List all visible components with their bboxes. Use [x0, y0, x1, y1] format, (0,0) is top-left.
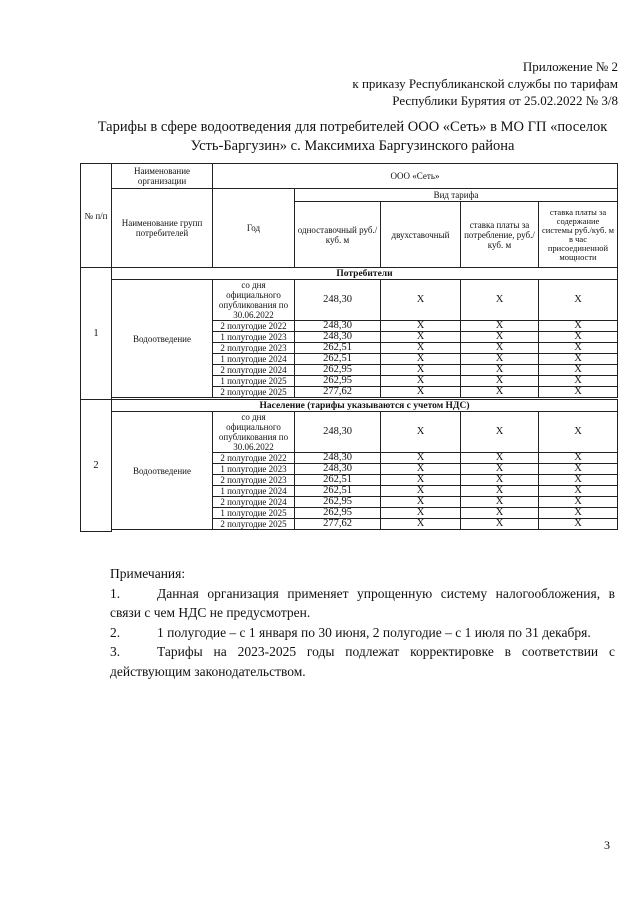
two-part-cell: Х: [381, 365, 461, 376]
consumption-rate-cell: Х: [461, 376, 539, 387]
consumption-rate-cell: Х: [461, 508, 539, 519]
consumption-rate-cell: Х: [461, 343, 539, 354]
single-rate-cell: 248,30: [295, 412, 381, 453]
period-cell: 2 полугодие 2022: [213, 321, 295, 332]
period-cell: со дня официального опубликования по 30.06.2022: [213, 412, 295, 453]
consumption-rate-cell: Х: [461, 280, 539, 321]
consumption-rate-cell: Х: [461, 464, 539, 475]
capacity-rate-cell: Х: [539, 387, 618, 398]
section-title: Потребители: [112, 268, 618, 280]
annex-header: [352, 58, 618, 109]
period-cell: со дня официального опубликования по 30.06.2022: [213, 280, 295, 321]
annex-line-3: Республики Бурятия от 25.02.2022 № 3/8: [392, 93, 618, 108]
capacity-rate-cell: Х: [539, 519, 618, 530]
note-item: 2. 1 полугодие – с 1 января по 30 июня, 2 полугодие – с 1 июля по 31 декабря.: [110, 624, 591, 640]
two-part-cell: Х: [381, 354, 461, 365]
two-part-cell: Х: [381, 321, 461, 332]
single-rate-cell: 262,51: [295, 343, 381, 354]
two-part-cell: Х: [381, 412, 461, 453]
single-rate-cell: 248,30: [295, 280, 381, 321]
period-cell: 2 полугодие 2024: [213, 497, 295, 508]
consumption-rate-cell: Х: [461, 332, 539, 343]
consumer-group: Водоотведение: [112, 280, 213, 398]
row-number: 1: [81, 268, 112, 400]
single-rate-cell: 262,95: [295, 497, 381, 508]
table-row: [81, 280, 618, 321]
single-rate-cell: 262,51: [295, 475, 381, 486]
single-rate-cell: 277,62: [295, 519, 381, 530]
period-cell: 1 полугодие 2023: [213, 332, 295, 343]
two-part-cell: Х: [381, 486, 461, 497]
period-cell: 1 полугодие 2025: [213, 376, 295, 387]
tariff-table: [80, 163, 618, 532]
notes-heading: Примечания:: [110, 566, 186, 581]
header-num: № п/п: [81, 164, 112, 268]
header-org-name-label: Наименование организации: [112, 164, 213, 189]
two-part-cell: Х: [381, 519, 461, 530]
two-part-cell: Х: [381, 332, 461, 343]
single-rate-cell: 248,30: [295, 464, 381, 475]
section-title-row: [81, 268, 618, 280]
period-cell: 2 полугодие 2023: [213, 475, 295, 486]
capacity-rate-cell: Х: [539, 343, 618, 354]
capacity-rate-cell: Х: [539, 376, 618, 387]
header-org-name: ООО «Сеть»: [213, 164, 618, 189]
note-item: 1. Данная организация применяет упрощенную систему налогообложения, в связи с чем НДС не предусмотрен.: [110, 585, 615, 620]
two-part-cell: Х: [381, 376, 461, 387]
notes: [110, 564, 615, 681]
period-cell: 1 полугодие 2024: [213, 486, 295, 497]
two-part-cell: Х: [381, 497, 461, 508]
header-col-consumption: ставка платы за потребление, руб./ куб. м: [461, 202, 539, 268]
period-cell: 2 полугодие 2025: [213, 519, 295, 530]
two-part-cell: Х: [381, 453, 461, 464]
single-rate-cell: 248,30: [295, 453, 381, 464]
section-title-row: [81, 400, 618, 412]
section-title: Население (тарифы указываются с учетом НДС): [112, 400, 618, 412]
capacity-rate-cell: Х: [539, 354, 618, 365]
consumption-rate-cell: Х: [461, 387, 539, 398]
two-part-cell: Х: [381, 508, 461, 519]
capacity-rate-cell: Х: [539, 453, 618, 464]
two-part-cell: Х: [381, 464, 461, 475]
capacity-rate-cell: Х: [539, 321, 618, 332]
two-part-cell: Х: [381, 475, 461, 486]
table-row: [81, 412, 618, 453]
single-rate-cell: 262,95: [295, 365, 381, 376]
page-number: 3: [604, 838, 610, 852]
capacity-rate-cell: Х: [539, 497, 618, 508]
period-cell: 2 полугодие 2025: [213, 387, 295, 398]
annex-line-2: к приказу Республиканской службы по тарифам: [352, 76, 618, 91]
consumption-rate-cell: Х: [461, 519, 539, 530]
consumption-rate-cell: Х: [461, 354, 539, 365]
period-cell: 2 полугодие 2023: [213, 343, 295, 354]
single-rate-cell: 262,95: [295, 508, 381, 519]
row-number: 2: [81, 400, 112, 532]
period-cell: 2 полугодие 2022: [213, 453, 295, 464]
period-cell: 1 полугодие 2025: [213, 508, 295, 519]
single-rate-cell: 262,51: [295, 486, 381, 497]
document-title: Тарифы в сфере водоотведения для потребителей ООО «Сеть» в МО ГП «поселок Усть-Баргузин» с. Максимиха Баргузинского района: [97, 119, 608, 154]
capacity-rate-cell: Х: [539, 332, 618, 343]
two-part-cell: Х: [381, 343, 461, 354]
capacity-rate-cell: Х: [539, 365, 618, 376]
capacity-rate-cell: Х: [539, 508, 618, 519]
single-rate-cell: 248,30: [295, 321, 381, 332]
consumption-rate-cell: Х: [461, 475, 539, 486]
header-col-single: одноставочный руб./ куб. м: [295, 202, 381, 268]
header-col-capacity: ставка платы за содержание системы руб./куб. м в час присоединенной мощности: [539, 202, 618, 268]
header-col-two: двухставочный: [381, 202, 461, 268]
single-rate-cell: 277,62: [295, 387, 381, 398]
annex-line-1: Приложение № 2: [522, 59, 618, 74]
period-cell: 2 полугодие 2024: [213, 365, 295, 376]
capacity-rate-cell: Х: [539, 475, 618, 486]
consumption-rate-cell: Х: [461, 486, 539, 497]
capacity-rate-cell: Х: [539, 280, 618, 321]
period-cell: 1 полугодие 2024: [213, 354, 295, 365]
consumption-rate-cell: Х: [461, 497, 539, 508]
two-part-cell: Х: [381, 387, 461, 398]
period-cell: 1 полугодие 2023: [213, 464, 295, 475]
header-group-label: Наименование групп потребителей: [112, 189, 213, 268]
capacity-rate-cell: Х: [539, 412, 618, 453]
two-part-cell: Х: [381, 280, 461, 321]
spacer-row: [81, 530, 618, 532]
single-rate-cell: 248,30: [295, 332, 381, 343]
consumption-rate-cell: Х: [461, 453, 539, 464]
consumer-group: Водоотведение: [112, 412, 213, 530]
single-rate-cell: 262,51: [295, 354, 381, 365]
consumption-rate-cell: Х: [461, 321, 539, 332]
capacity-rate-cell: Х: [539, 486, 618, 497]
note-item: 3. Тарифы на 2023-2025 годы подлежат корректировке в соответствии с действующим законодательством.: [110, 644, 615, 679]
single-rate-cell: 262,95: [295, 376, 381, 387]
consumption-rate-cell: Х: [461, 412, 539, 453]
consumption-rate-cell: Х: [461, 365, 539, 376]
header-tariff-type: Вид тарифа: [295, 189, 618, 202]
capacity-rate-cell: Х: [539, 464, 618, 475]
header-year: Год: [213, 189, 295, 268]
